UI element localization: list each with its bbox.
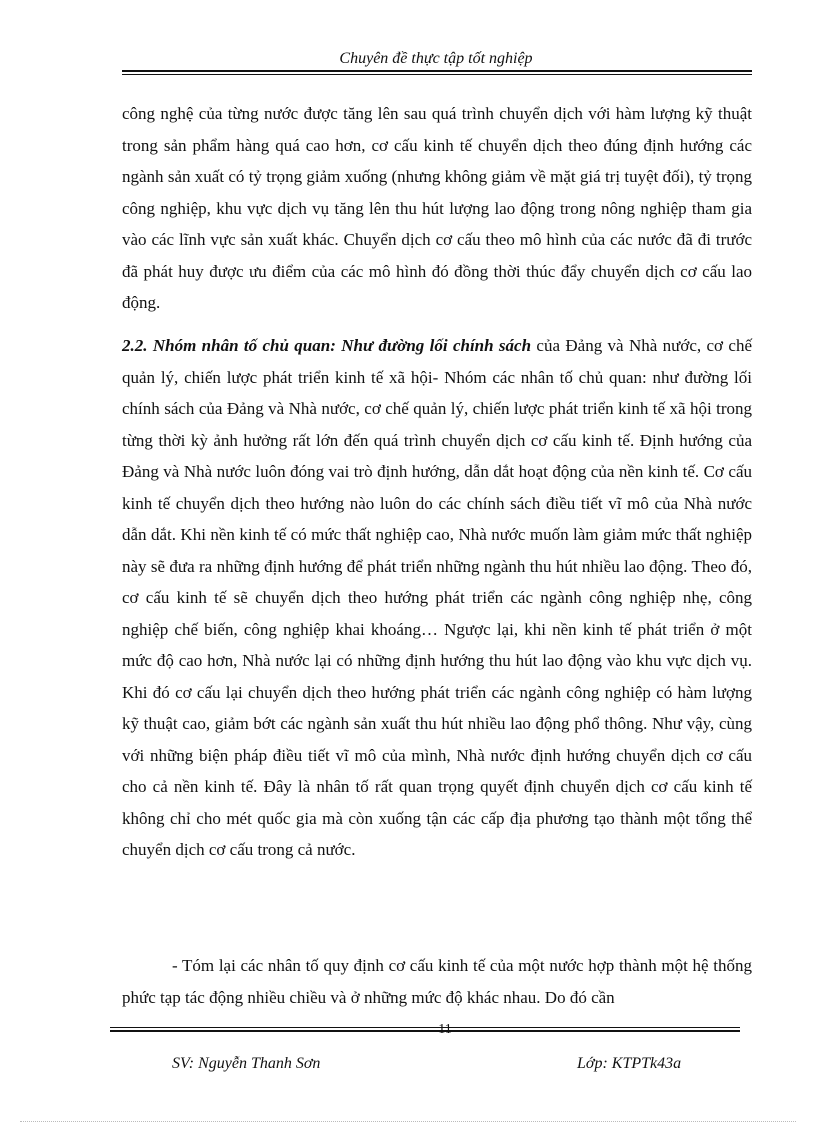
paragraph-1 [122,98,752,319]
footer-student-name: SV: Nguyễn Thanh Sơn [172,1055,321,1072]
bottom-dotted-divider [20,1121,796,1122]
footer-class: Lớp: KTPTk43a [577,1055,682,1072]
paragraph-2 [122,330,752,866]
paragraph-2-text [122,330,752,866]
paragraph-3 [122,950,752,1013]
header-rule-top [122,70,752,72]
paragraph-2-body: của Đảng và Nhà nước, cơ chế quản lý, chiến lược phát triển kinh tế xã hội- Nhóm các nhân tố chủ quan: như đường lối chính sách của Đảng và Nhà nước, cơ chế quản lý, chiến lược phát triển kinh tế xã hội trong từng thời kỳ ảnh hưởng rất lớn đến quá trình chuyển dịch cơ cấu kinh tế. Định hướng của Đảng và Nhà nước luôn đóng vai trò định hướng, dẫn dắt hoạt động của nền kinh tế. Cơ cấu kinh tế chuyển dịch theo hướng nào luôn do các chính sách điều tiết vĩ mô của Nhà nước dẫn dắt. Khi nền kinh tế có mức thất nghiệp cao, Nhà nước muốn làm giảm mức thất nghiệp này sẽ đưa ra những định hướng để phát triển những ngành thu hút nhiều lao động. Theo đó, cơ cấu kinh tế sẽ chuyển dịch theo hướng phát triển các ngành công nghiệp nhẹ, công nghiệp chế biến, công nghiệp khai khoáng… Ngược lại, khi nền kinh tế phát triển ở một mức độ cao hơn, Nhà nước lại có những định hướng thu hút lao động vào khu vực dịch vụ. Khi đó cơ cấu lại chuyển dịch theo hướng phát triển các ngành công nghiệp có hàm lượng kỹ thuật cao, giảm bớt các ngành sản xuất thu hút nhiều lao động phổ thông. Như vậy, cùng với những biện pháp điều tiết vĩ mô của mình, Nhà nước định hướng chuyển dịch cơ cấu cho cả nền kinh tế. Đây là nhân tố rất quan trọng quyết định chuyển dịch cơ cấu kinh tế không chỉ cho mét quốc gia mà còn xuống tận các cấp địa phương tạo thành một tổng thể chuyển dịch cơ cấu trong cả nước. [122,336,752,859]
page-number: 11 [438,1022,452,1037]
paragraph-3-text: - Tóm lại các nhân tố quy định cơ cấu kinh tế của một nước hợp thành một hệ thống phức tạp tác động nhiều chiều và ở những mức độ khác nhau. Do đó cần [122,956,752,1007]
paragraph-1-text: công nghệ của từng nước được tăng lên sau quá trình chuyển dịch với hàm lượng kỹ thuật trong sản phẩm hàng quá cao hơn, cơ cấu kinh tế chuyển dịch theo đúng định hướng các ngành sản xuất có tỷ trọng giảm xuống (nhưng không giảm về mặt giá trị tuyệt đối), tỷ trọng công nghiệp, khu vực dịch vụ tăng lên thu hút lượng lao động trong nông nghiệp tham gia vào các lĩnh vực sản xuất khác. Chuyển dịch cơ cấu theo mô hình của các nước đã đi trước đã phát huy được ưu điểm của các mô hình đó đồng thời thúc đẩy chuyển dịch cơ cấu lao động. [122,104,752,312]
section-heading: 2.2. Nhóm nhân tố chủ quan: Như đường lối chính sách [122,336,532,355]
header-title: Chuyên đề thực tập tốt nghiệp [339,50,533,67]
header-rule-bottom [122,74,752,75]
